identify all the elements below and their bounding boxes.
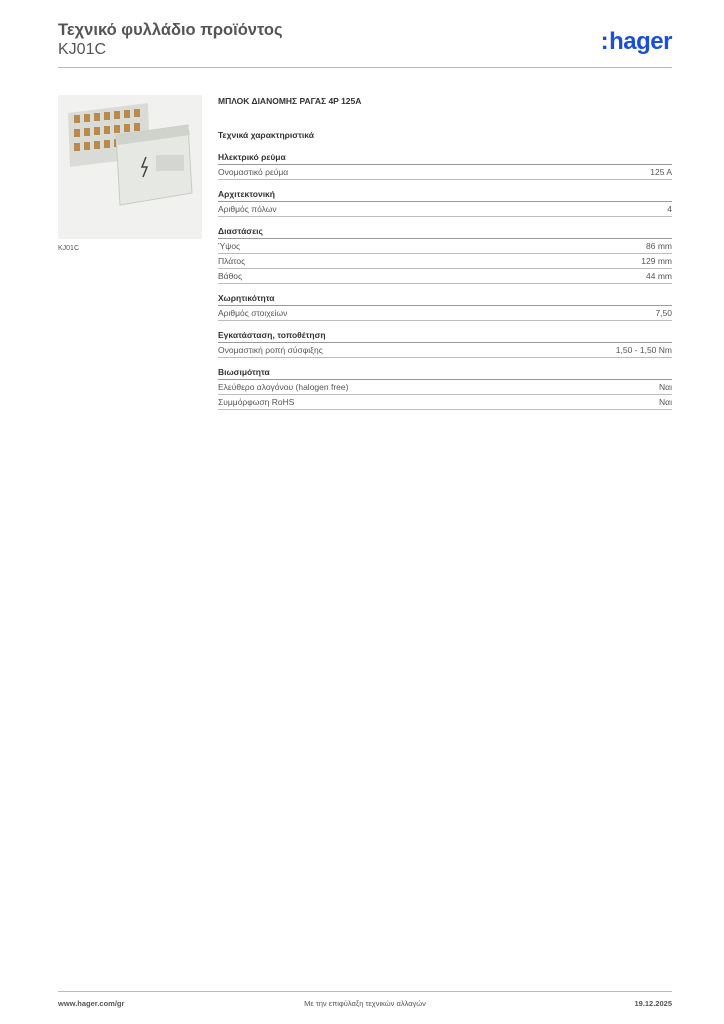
spec-label: Ονομαστικό ρεύμα xyxy=(218,167,289,177)
spec-label: Αριθμός στοιχείων xyxy=(218,308,288,318)
spec-label: Ύψος xyxy=(218,241,241,251)
spec-row xyxy=(218,380,672,395)
footer-notice: Με την επιφύλαξη τεχνικών αλλαγών xyxy=(304,999,426,1008)
spec-group xyxy=(218,189,672,217)
spec-row xyxy=(218,306,672,321)
spec-value: Ναι xyxy=(659,382,672,392)
spec-group-title: Διαστάσεις xyxy=(218,226,672,239)
hager-logo: :hager xyxy=(600,28,672,55)
spec-row xyxy=(218,269,672,284)
spec-group xyxy=(218,367,672,410)
spec-label: Πλάτος xyxy=(218,256,246,266)
spec-value: 44 mm xyxy=(646,271,672,281)
spec-value: 4 xyxy=(667,204,672,214)
spec-group xyxy=(218,152,672,180)
spec-group xyxy=(218,226,672,284)
spec-row xyxy=(218,165,672,180)
website-link[interactable]: www.hager.com/gr xyxy=(58,999,125,1008)
spec-group-title: Εγκατάσταση, τοποθέτηση xyxy=(218,330,672,343)
spec-row xyxy=(218,254,672,269)
spec-content xyxy=(218,96,672,419)
section-title: Τεχνικά χαρακτηριστικά xyxy=(218,130,314,140)
spec-group-title: Χωρητικότητα xyxy=(218,293,672,306)
spec-group xyxy=(218,293,672,321)
logo-text: hager xyxy=(609,28,672,55)
spec-group-title: Ηλεκτρικό ρεύμα xyxy=(218,152,672,165)
spec-value: 1,50 - 1,50 Nm xyxy=(615,345,672,355)
spec-group xyxy=(218,330,672,358)
footer-divider xyxy=(58,991,672,992)
document-title: Τεχνικό φυλλάδιο προϊόντος xyxy=(58,21,283,39)
spec-groups xyxy=(218,152,672,410)
spec-group-title: Αρχιτεκτονική xyxy=(218,189,672,202)
spec-value: 7,50 xyxy=(655,308,672,318)
spec-label: Συμμόρφωση RoHS xyxy=(218,397,295,407)
spec-label: Ονομαστική ροπή σύσφιξης xyxy=(218,345,323,355)
spec-value: 86 mm xyxy=(646,241,672,251)
product-code: KJ01C xyxy=(58,41,107,58)
footer-date: 19.12.2025 xyxy=(634,999,672,1008)
spec-row xyxy=(218,239,672,254)
image-caption: KJ01C xyxy=(58,245,80,252)
spec-row xyxy=(218,343,672,358)
spec-label: Αριθμός πόλων xyxy=(218,204,277,214)
spec-row xyxy=(218,395,672,410)
spec-value: 129 mm xyxy=(641,256,672,266)
product-image xyxy=(58,95,202,239)
spec-label: Ελεύθερο αλογόνου (halogen free) xyxy=(218,382,349,392)
spec-value: Ναι xyxy=(659,397,672,407)
spec-label: Βάθος xyxy=(218,271,243,281)
busbar-block-illustration xyxy=(58,95,202,239)
page-header xyxy=(58,20,672,60)
product-name: ΜΠΛΟΚ ΔΙΑΝΟΜΗΣ ΡΑΓΑΣ 4P 125A xyxy=(218,96,362,106)
spec-row xyxy=(218,202,672,217)
header-divider xyxy=(58,67,672,68)
spec-value: 125 A xyxy=(650,167,672,177)
spec-group-title: Βιωσιμότητα xyxy=(218,367,672,380)
